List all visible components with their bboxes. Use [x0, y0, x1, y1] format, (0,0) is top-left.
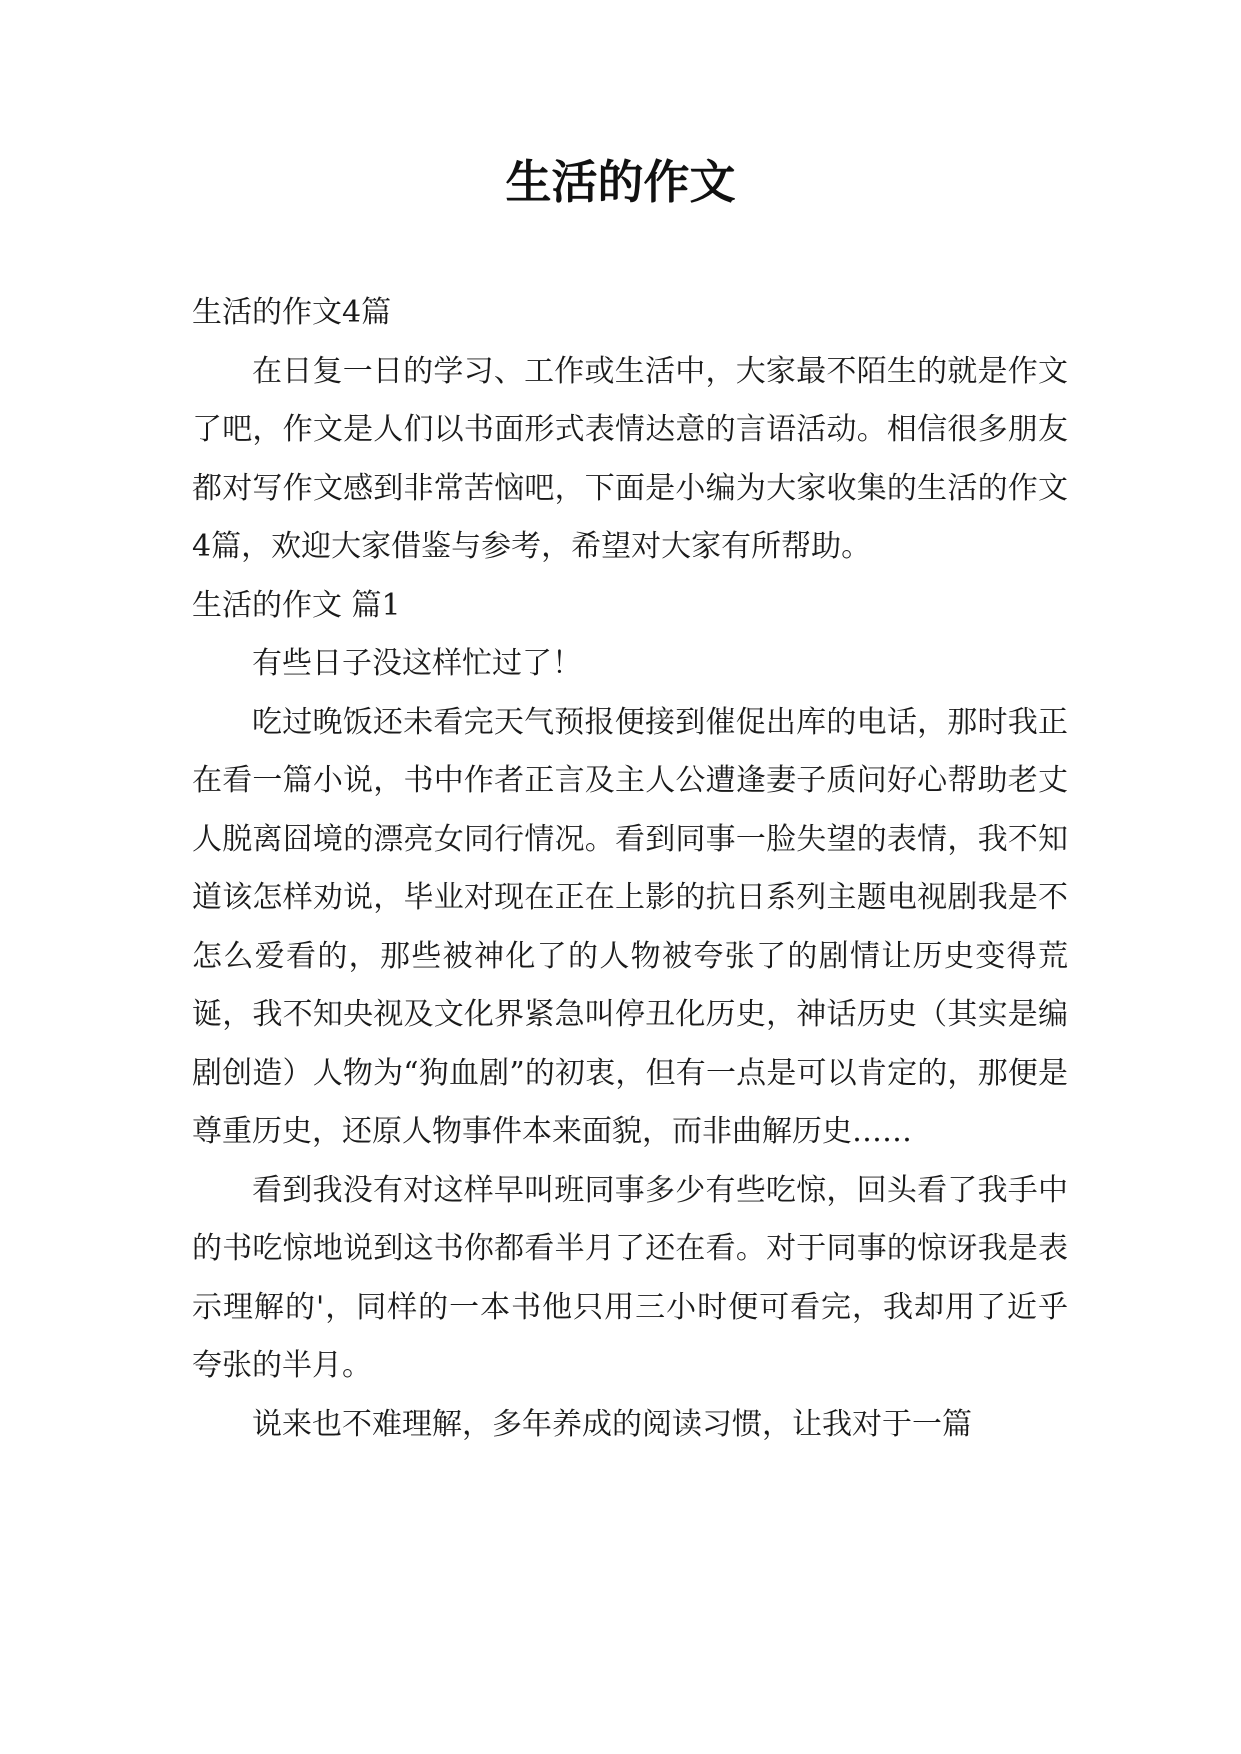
paragraph: 有些日子没这样忙过了！: [252, 646, 582, 681]
section-heading-1: 生活的作文 篇1: [192, 587, 401, 623]
paragraph: 说来也不难理解，多年养成的阅读习惯，让我对于一篇: [252, 1406, 972, 1442]
document-body: [192, 284, 1068, 1454]
paragraph: 吃过晚饭还未看完天气预报便接到催促出库的电话，那时我正在看一篇小说，书中作者正言及主人公遭逢妻子质问好心帮助老丈人脱离囧境的漂亮女同行情况。看到同事一脸失望的表情，我不知道该怎样劝说，毕业对现在正在上影的抗日系列主题电视剧我是不怎么爱看的，那些被神化了的人物被夸张了的剧情让历史变得荒诞，我不知央视及文化界紧急叫停丑化历史，神话历史（其实是编剧创造）人物为“狗血剧”的初衷，但有一点是可以肯定的，那便是尊重历史，还原人物事件本来面貌，而非曲解历史……: [192, 704, 1068, 1149]
paragraph-subtitle: 生活的作文4篇: [192, 295, 392, 330]
paragraph: 看到我没有对这样早叫班同事多少有些吃惊，回头看了我手中的书吃惊地说到这书你都看半月了还在看。对于同事的惊讶我是表示理解的'，同样的一本书他只用三小时便可看完，我却用了近乎夸张的半月。: [192, 1172, 1068, 1383]
paragraph-intro: 在日复一日的学习、工作或生活中，大家最不陌生的就是作文了吧，作文是人们以书面形式表情达意的言语活动。相信很多朋友都对写作文感到非常苦恼吧，下面是小编为大家收集的生活的作文4篇，欢迎大家借鉴与参考，希望对大家有所帮助。: [192, 353, 1068, 564]
document-title: 生活的作文: [505, 155, 736, 209]
